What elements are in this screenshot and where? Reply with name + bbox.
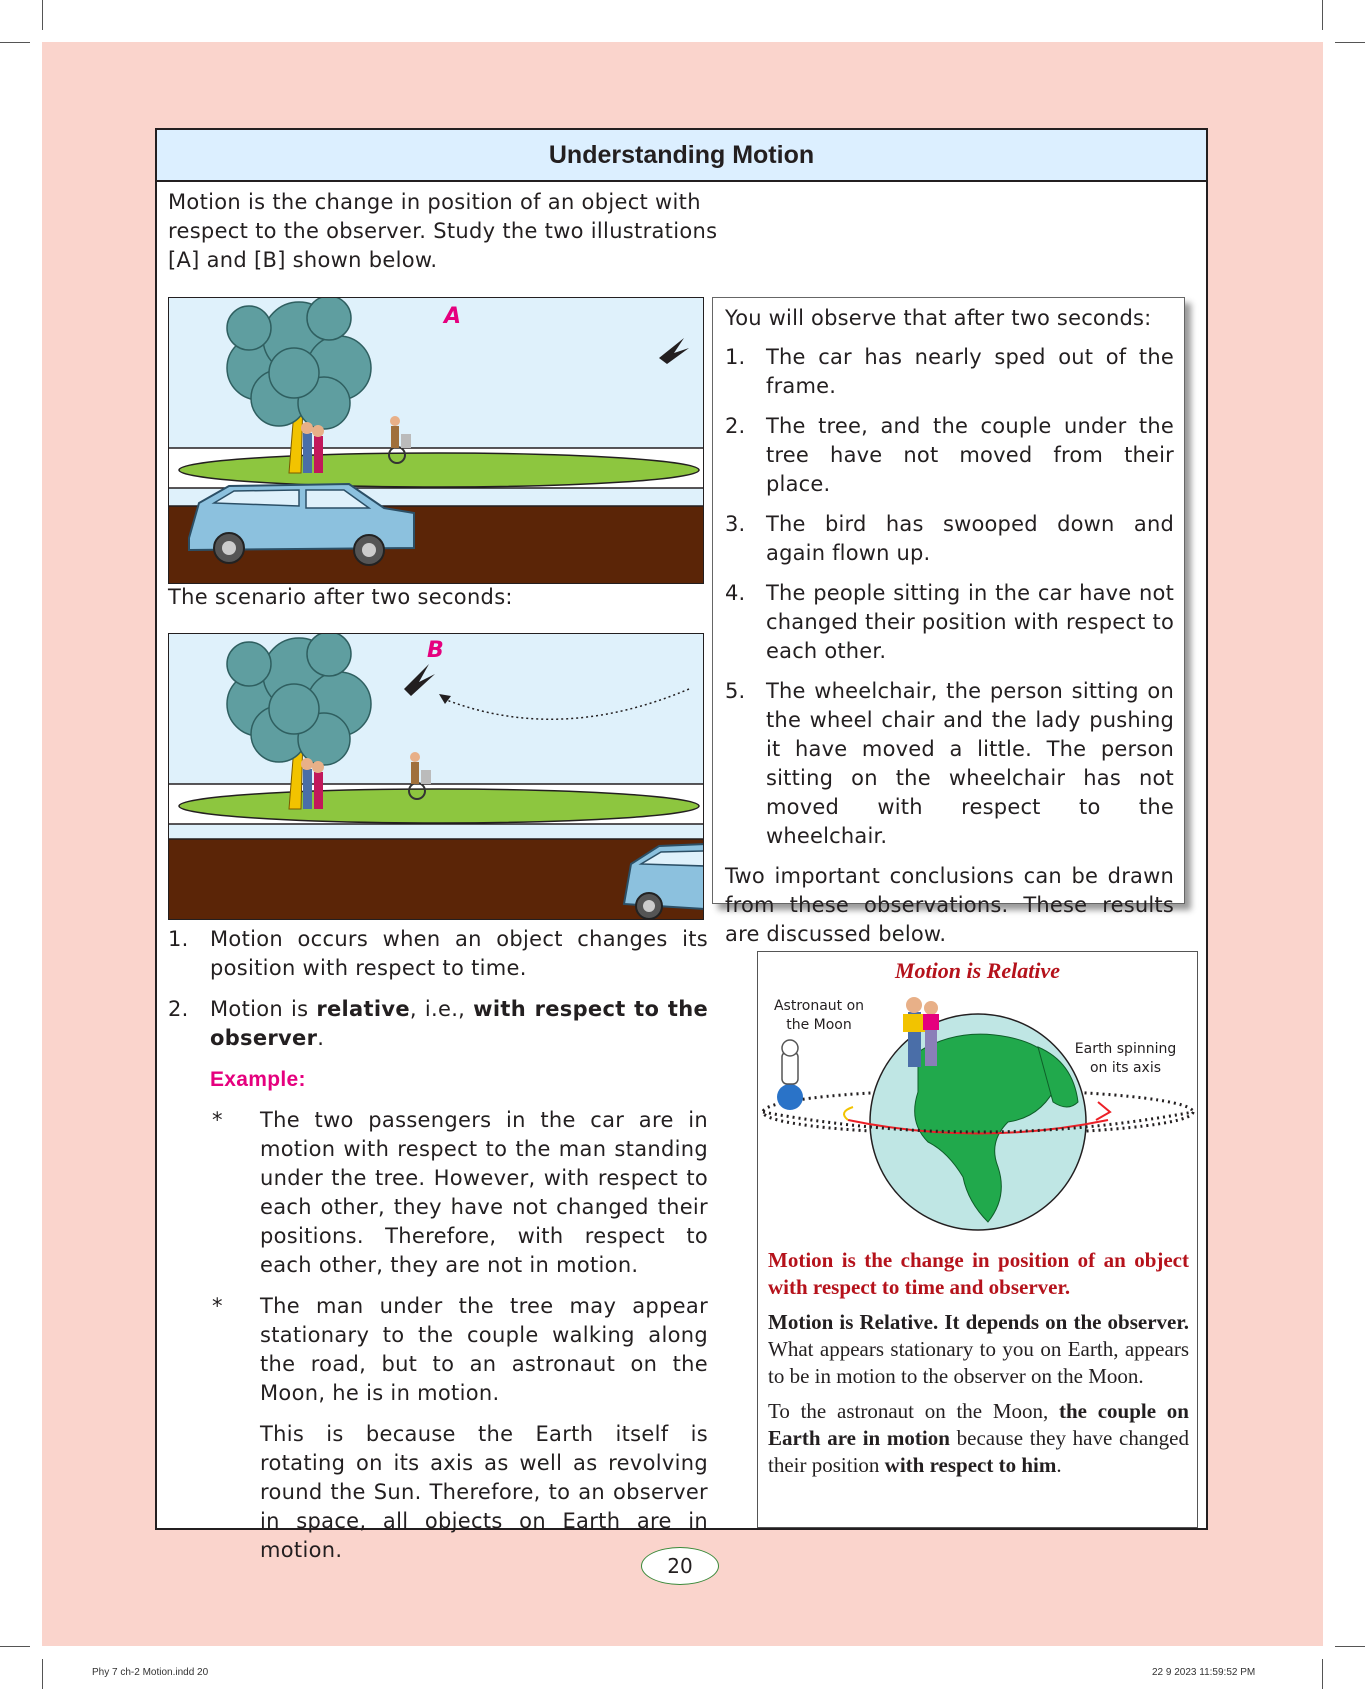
slug-timestamp: 22 9 2023 11:59:52 PM bbox=[1152, 1667, 1256, 1678]
astronaut-paragraph: To the astronaut on the Moon, the couple on Earth are in motion because they have changed their position with respect to him. bbox=[768, 1399, 1189, 1477]
crop-mark bbox=[1335, 1646, 1365, 1647]
list-item: 2. The tree, and the couple under the tree have not moved from their place. bbox=[725, 414, 1174, 496]
illustration-b bbox=[168, 633, 704, 920]
crop-mark bbox=[0, 42, 30, 43]
moon-icon bbox=[777, 1084, 803, 1110]
slug-file-info: Phy 7 ch-2 Motion.indd 20 bbox=[92, 1667, 209, 1678]
list-item: 2. Motion is relative, i.e., with respect to the observer. bbox=[168, 997, 708, 1050]
observation-list bbox=[725, 343, 1174, 851]
list-item: 3. The bird has swooped down and again flown up. bbox=[725, 512, 1174, 565]
observation-box bbox=[712, 297, 1185, 946]
explanation-text: This is because the Earth itself is rotating on its axis as well as revolving round the Sun. Therefore, to an observer in space, all objects on Earth are in motion. bbox=[260, 1422, 708, 1562]
relative-definition: Motion is the change in position of an object with respect to time and observer. bbox=[768, 1248, 1189, 1299]
page-number: 20 bbox=[641, 1547, 719, 1585]
list-item: 5. The wheelchair, the person sitting on the wheel chair and the lady pushing it have moved a little. The person sitting on the wheelchair has not moved with respect to the wheelchair. bbox=[725, 679, 1174, 848]
list-item: 1. Motion occurs when an object changes its position with respect to time. bbox=[168, 927, 708, 980]
relative-box-title: Motion is Relative bbox=[895, 958, 1060, 983]
crop-mark bbox=[1335, 42, 1365, 43]
crop-mark bbox=[1322, 0, 1323, 30]
list-item: * The two passengers in the car are in motion with respect to the man standing under the tree. However, with respect to each other, they have not changed their positions. Therefore, with respect to each other, they are not in motion. bbox=[212, 1108, 708, 1277]
crop-mark bbox=[1322, 1659, 1323, 1689]
scene-b-drawing bbox=[169, 634, 704, 920]
conclusion-points bbox=[168, 925, 708, 1565]
list-item: 1. The car has nearly sped out of the frame. bbox=[725, 345, 1174, 398]
earth-diagram bbox=[758, 952, 1199, 1242]
relative-text bbox=[768, 1247, 1189, 1487]
content-frame bbox=[155, 128, 1208, 1562]
astronaut-label: Astronaut on the Moon bbox=[773, 998, 865, 1033]
observation-conclusion: Two important conclusions can be drawn from these observations. These results are discussed below. bbox=[725, 864, 1174, 946]
scene-a-drawing bbox=[169, 298, 704, 584]
crop-mark bbox=[42, 0, 43, 30]
scene-caption: The scenario after two seconds: bbox=[168, 585, 513, 609]
list-item: 4. The people sitting in the car have not changed their position with respect to each other. bbox=[725, 581, 1174, 663]
crop-mark bbox=[0, 1646, 30, 1647]
relative-paragraph: Motion is Relative. It depends on the observer. What appears stationary to you on Earth, appears to be in motion to the observer on the Moon. bbox=[768, 1310, 1189, 1388]
example-label: Example: bbox=[210, 1068, 306, 1091]
earth-label: Earth spinning on its axis bbox=[1074, 1041, 1177, 1076]
list-item: * The man under the tree may appear stationary to the couple walking along the road, but to an astronaut on the Moon, he is in motion. bbox=[212, 1294, 708, 1405]
illustration-a bbox=[168, 297, 704, 584]
relative-motion-box bbox=[757, 951, 1198, 1528]
page-title: Understanding Motion bbox=[157, 130, 1206, 182]
observation-heading: You will observe that after two seconds: bbox=[725, 306, 1152, 330]
intro-text: Motion is the change in position of an object with respect to the observer. Study the two illustrations [A] and [B] shown below. bbox=[168, 190, 718, 272]
astronaut-icon bbox=[782, 1052, 798, 1084]
crop-mark bbox=[42, 1659, 43, 1689]
scene-b-label: B bbox=[427, 638, 444, 663]
scene-a-label: A bbox=[444, 304, 462, 329]
